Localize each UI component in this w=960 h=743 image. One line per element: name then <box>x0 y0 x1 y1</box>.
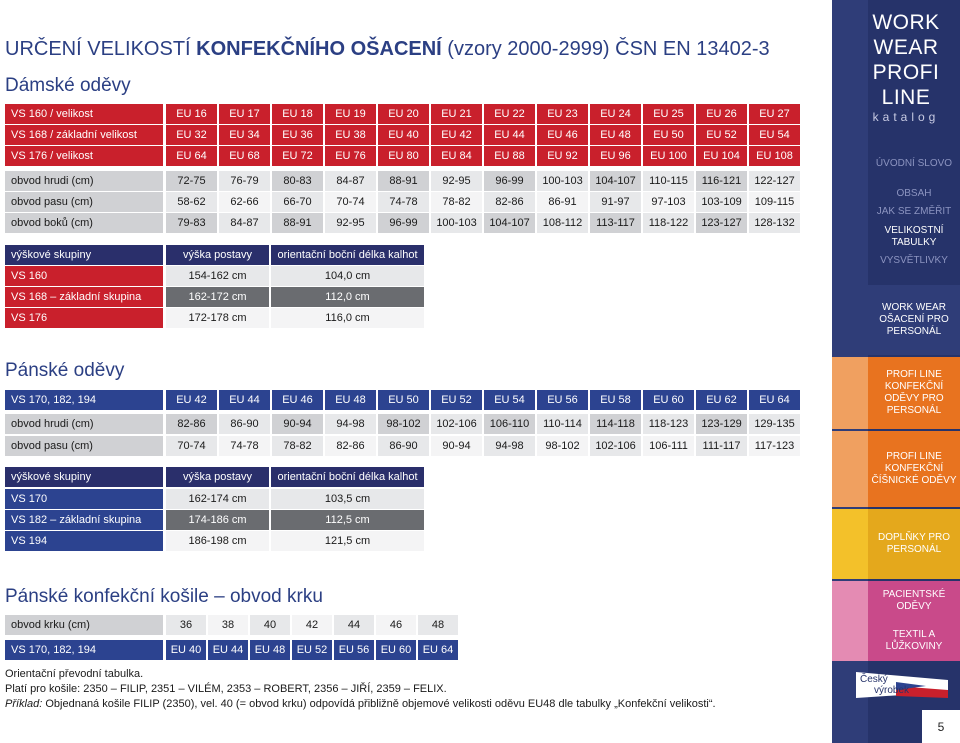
table-cell: 110-115 <box>643 171 694 191</box>
table-cell: EU 42 <box>166 390 217 410</box>
table-cell: VS 168 – základní skupina <box>5 287 163 307</box>
men-height-row <box>5 531 426 551</box>
table-cell: 100-103 <box>537 171 588 191</box>
logo: WORK WEAR PROFI LINE <box>872 11 940 109</box>
table-cell: 88-91 <box>378 171 429 191</box>
table-cell: EU 88 <box>484 146 535 166</box>
table-cell: 123-127 <box>696 213 747 233</box>
table-cell: EU 44 <box>484 125 535 145</box>
table-cell: 70-74 <box>166 436 217 456</box>
table-cell: VS 182 – základní skupina <box>5 510 163 530</box>
women-height-row <box>5 266 426 286</box>
table-cell: 36 <box>166 615 206 635</box>
table-cell: 122-127 <box>749 171 800 191</box>
table-cell: orientační boční délka kalhot <box>271 245 424 265</box>
table-cell: 104-107 <box>590 171 641 191</box>
table-cell: 113-117 <box>590 213 641 233</box>
table-cell: 74-78 <box>378 192 429 212</box>
table-cell: 82-86 <box>484 192 535 212</box>
table-cell: 40 <box>250 615 290 635</box>
table-cell: EU 52 <box>292 640 332 660</box>
table-cell: výškové skupiny <box>5 245 163 265</box>
table-cell: EU 54 <box>749 125 800 145</box>
table-cell: 96-99 <box>484 171 535 191</box>
women-height-header <box>5 245 426 265</box>
table-cell: EU 36 <box>272 125 323 145</box>
table-cell: EU 19 <box>325 104 376 124</box>
table-cell: 66-70 <box>272 192 323 212</box>
table-cell: 78-82 <box>272 436 323 456</box>
men-height-row <box>5 489 426 509</box>
row-label: VS 160 / velikost <box>5 104 163 124</box>
menu-how-to-measure[interactable]: JAK SE ZMĚŘIT <box>876 206 952 217</box>
table-cell: EU 92 <box>537 146 588 166</box>
table-cell: EU 108 <box>749 146 800 166</box>
table-cell: 88-91 <box>272 213 323 233</box>
women-height-row <box>5 308 426 328</box>
menu-work-wear[interactable]: WORK WEAR OŠACENÍ PRO PERSONÁL <box>868 285 960 355</box>
table-cell: EU 23 <box>537 104 588 124</box>
table-cell: 112,0 cm <box>271 287 424 307</box>
table-cell: EU 46 <box>272 390 323 410</box>
table-cell: EU 48 <box>590 125 641 145</box>
table-cell: EU 56 <box>537 390 588 410</box>
note-example: Příklad: Objednaná košile FILIP (2350), vel. 40 (= obvod krku) odpovídá přibližně objemové velikosti oděvu EU48 dle tabulky „Konfekční velikosti“. <box>5 698 716 710</box>
men-size-row <box>5 390 802 410</box>
table-cell: 112,5 cm <box>271 510 424 530</box>
page-title: URČENÍ VELIKOSTÍ KONFEKČNÍHO OŠACENÍ (vzory 2000-2999) ČSN EN 13402-3 <box>5 38 770 60</box>
men-measure-row <box>5 414 802 434</box>
row-label: obvod hrudi (cm) <box>5 414 163 434</box>
table-cell: EU 64 <box>418 640 458 660</box>
table-cell: 110-114 <box>537 414 588 434</box>
table-cell: EU 48 <box>250 640 290 660</box>
table-cell: 104-107 <box>484 213 535 233</box>
table-cell: EU 76 <box>325 146 376 166</box>
men-heading: Pánské oděvy <box>5 360 125 381</box>
table-cell: 91-97 <box>590 192 641 212</box>
table-cell: 86-91 <box>537 192 588 212</box>
table-cell: 90-94 <box>272 414 323 434</box>
table-cell: EU 25 <box>643 104 694 124</box>
menu-size-tables[interactable]: VELIKOSTNÍ TABULKY <box>884 225 944 248</box>
table-cell: 48 <box>418 615 458 635</box>
table-cell: EU 96 <box>590 146 641 166</box>
table-cell: EU 58 <box>590 390 641 410</box>
table-cell: EU 52 <box>696 125 747 145</box>
menu-accessories[interactable]: DOPLŇKY PRO PERSONÁL <box>868 509 960 579</box>
women-measure-row <box>5 192 802 212</box>
table-cell: 103,5 cm <box>271 489 424 509</box>
table-cell: VS 194 <box>5 531 163 551</box>
table-cell: 46 <box>376 615 416 635</box>
menu-explanations[interactable]: VYSVĚTLIVKY <box>880 255 948 266</box>
row-label: obvod pasu (cm) <box>5 436 163 456</box>
katalog-label: katalog <box>872 110 940 124</box>
table-cell: 90-94 <box>431 436 482 456</box>
row-label: obvod hrudi (cm) <box>5 171 163 191</box>
men-height-header <box>5 467 426 487</box>
table-cell: 44 <box>334 615 374 635</box>
table-cell: výška postavy <box>166 245 269 265</box>
table-cell: 102-106 <box>431 414 482 434</box>
table-cell: 109-115 <box>749 192 800 212</box>
table-cell: 82-86 <box>325 436 376 456</box>
menu-profi-line-personal[interactable]: PROFI LINE KONFEKČNÍ ODĚVY PRO PERSONÁL <box>868 357 960 429</box>
table-cell: 76-79 <box>219 171 270 191</box>
shirts-heading: Pánské konfekční košile – obvod krku <box>5 586 323 607</box>
table-cell: EU 44 <box>219 390 270 410</box>
women-height-row <box>5 287 426 307</box>
table-cell: 58-62 <box>166 192 217 212</box>
table-cell: 79-83 <box>166 213 217 233</box>
row-label: obvod krku (cm) <box>5 615 163 635</box>
table-cell: 97-103 <box>643 192 694 212</box>
women-size-row <box>5 146 802 166</box>
table-cell: EU 18 <box>272 104 323 124</box>
menu-patient-clothing[interactable]: PACIENTSKÉ ODĚVY <box>868 581 960 621</box>
menu-textile[interactable]: TEXTIL A LŮŽKOVINY <box>868 621 960 661</box>
table-cell: 96-99 <box>378 213 429 233</box>
table-cell: 172-178 cm <box>166 308 269 328</box>
table-cell: 117-123 <box>749 436 800 456</box>
table-cell: 106-110 <box>484 414 535 434</box>
table-cell: EU 46 <box>537 125 588 145</box>
table-cell: EU 62 <box>696 390 747 410</box>
brand-text: Český výrobek <box>860 674 910 696</box>
table-cell: 80-83 <box>272 171 323 191</box>
table-cell: výška postavy <box>166 467 269 487</box>
table-cell: 103-109 <box>696 192 747 212</box>
table-cell: EU 50 <box>378 390 429 410</box>
table-cell: 128-132 <box>749 213 800 233</box>
row-label: VS 168 / základní velikost <box>5 125 163 145</box>
women-heading: Dámské oděvy <box>5 75 131 96</box>
table-cell: EU 68 <box>219 146 270 166</box>
table-cell: 62-66 <box>219 192 270 212</box>
table-cell: EU 40 <box>378 125 429 145</box>
table-cell: EU 20 <box>378 104 429 124</box>
table-cell: 114-118 <box>590 414 641 434</box>
table-cell: 104,0 cm <box>271 266 424 286</box>
table-cell: 72-75 <box>166 171 217 191</box>
table-cell: 106-111 <box>643 436 694 456</box>
table-cell: 129-135 <box>749 414 800 434</box>
table-cell: 154-162 cm <box>166 266 269 286</box>
table-cell: EU 84 <box>431 146 482 166</box>
table-cell: EU 38 <box>325 125 376 145</box>
women-measure-row <box>5 213 802 233</box>
table-cell: 123-129 <box>696 414 747 434</box>
table-cell: 92-95 <box>325 213 376 233</box>
table-cell: EU 64 <box>166 146 217 166</box>
table-cell: výškové skupiny <box>5 467 163 487</box>
table-cell: 70-74 <box>325 192 376 212</box>
table-cell: 74-78 <box>219 436 270 456</box>
row-label: VS 170, 182, 194 <box>5 390 163 410</box>
shirt-size-row <box>5 640 460 660</box>
table-cell: EU 54 <box>484 390 535 410</box>
table-cell: 186-198 cm <box>166 531 269 551</box>
table-cell: 42 <box>292 615 332 635</box>
table-cell: EU 27 <box>749 104 800 124</box>
table-cell: 116,0 cm <box>271 308 424 328</box>
row-label: VS 176 / velikost <box>5 146 163 166</box>
table-cell: 98-102 <box>537 436 588 456</box>
women-measure-row <box>5 171 802 191</box>
table-cell: EU 44 <box>208 640 248 660</box>
table-cell: EU 60 <box>643 390 694 410</box>
men-measure-row <box>5 436 802 456</box>
table-cell: VS 170 <box>5 489 163 509</box>
table-cell: EU 16 <box>166 104 217 124</box>
table-cell: EU 24 <box>590 104 641 124</box>
men-height-row <box>5 510 426 530</box>
note-shirts: Platí pro košile: 2350 – FILIP, 2351 – VILÉM, 2353 – ROBERT, 2356 – JIŘÍ, 2359 – FELIX. <box>5 683 447 695</box>
table-cell: EU 104 <box>696 146 747 166</box>
table-cell: 86-90 <box>219 414 270 434</box>
table-cell: 174-186 cm <box>166 510 269 530</box>
menu-profi-line-waiter[interactable]: PROFI LINE KONFEKČNÍ ČÍŠNICKÉ ODĚVY <box>868 431 960 507</box>
table-cell: 111-117 <box>696 436 747 456</box>
table-cell: 162-174 cm <box>166 489 269 509</box>
table-cell: 78-82 <box>431 192 482 212</box>
table-cell: 92-95 <box>431 171 482 191</box>
women-size-row <box>5 125 802 145</box>
table-cell: EU 80 <box>378 146 429 166</box>
row-label: obvod pasu (cm) <box>5 192 163 212</box>
table-cell: EU 48 <box>325 390 376 410</box>
table-cell: VS 176 <box>5 308 163 328</box>
row-label: VS 170, 182, 194 <box>5 640 163 660</box>
table-cell: EU 60 <box>376 640 416 660</box>
row-label: obvod boků (cm) <box>5 213 163 233</box>
table-cell: EU 17 <box>219 104 270 124</box>
table-cell: EU 26 <box>696 104 747 124</box>
table-cell: EU 34 <box>219 125 270 145</box>
table-cell: 94-98 <box>325 414 376 434</box>
table-cell: 118-123 <box>643 414 694 434</box>
table-cell: 108-112 <box>537 213 588 233</box>
table-cell: EU 72 <box>272 146 323 166</box>
table-cell: EU 100 <box>643 146 694 166</box>
table-cell: 118-122 <box>643 213 694 233</box>
table-cell: 121,5 cm <box>271 531 424 551</box>
table-cell: 102-106 <box>590 436 641 456</box>
table-cell: 38 <box>208 615 248 635</box>
table-cell: 98-102 <box>378 414 429 434</box>
table-cell: EU 32 <box>166 125 217 145</box>
table-cell: orientační boční délka kalhot <box>271 467 424 487</box>
table-cell: 94-98 <box>484 436 535 456</box>
table-cell: 84-87 <box>325 171 376 191</box>
table-cell: EU 40 <box>166 640 206 660</box>
table-cell: EU 56 <box>334 640 374 660</box>
page-number: 5 <box>922 710 960 743</box>
note-conversion: Orientační převodní tabulka. <box>5 668 144 680</box>
table-cell: EU 42 <box>431 125 482 145</box>
table-cell: EU 52 <box>431 390 482 410</box>
menu-intro[interactable]: ÚVODNÍ SLOVO <box>875 158 953 169</box>
table-cell: EU 21 <box>431 104 482 124</box>
table-cell: EU 50 <box>643 125 694 145</box>
table-cell: VS 160 <box>5 266 163 286</box>
women-size-row <box>5 104 802 124</box>
table-cell: 86-90 <box>378 436 429 456</box>
table-cell: 162-172 cm <box>166 287 269 307</box>
table-cell: 116-121 <box>696 171 747 191</box>
shirt-neck-row <box>5 615 460 635</box>
menu-contents[interactable]: OBSAH <box>896 188 932 199</box>
sidebar <box>832 0 960 743</box>
table-cell: 82-86 <box>166 414 217 434</box>
table-cell: 100-103 <box>431 213 482 233</box>
table-cell: 84-87 <box>219 213 270 233</box>
table-cell: EU 22 <box>484 104 535 124</box>
table-cell: EU 64 <box>749 390 800 410</box>
